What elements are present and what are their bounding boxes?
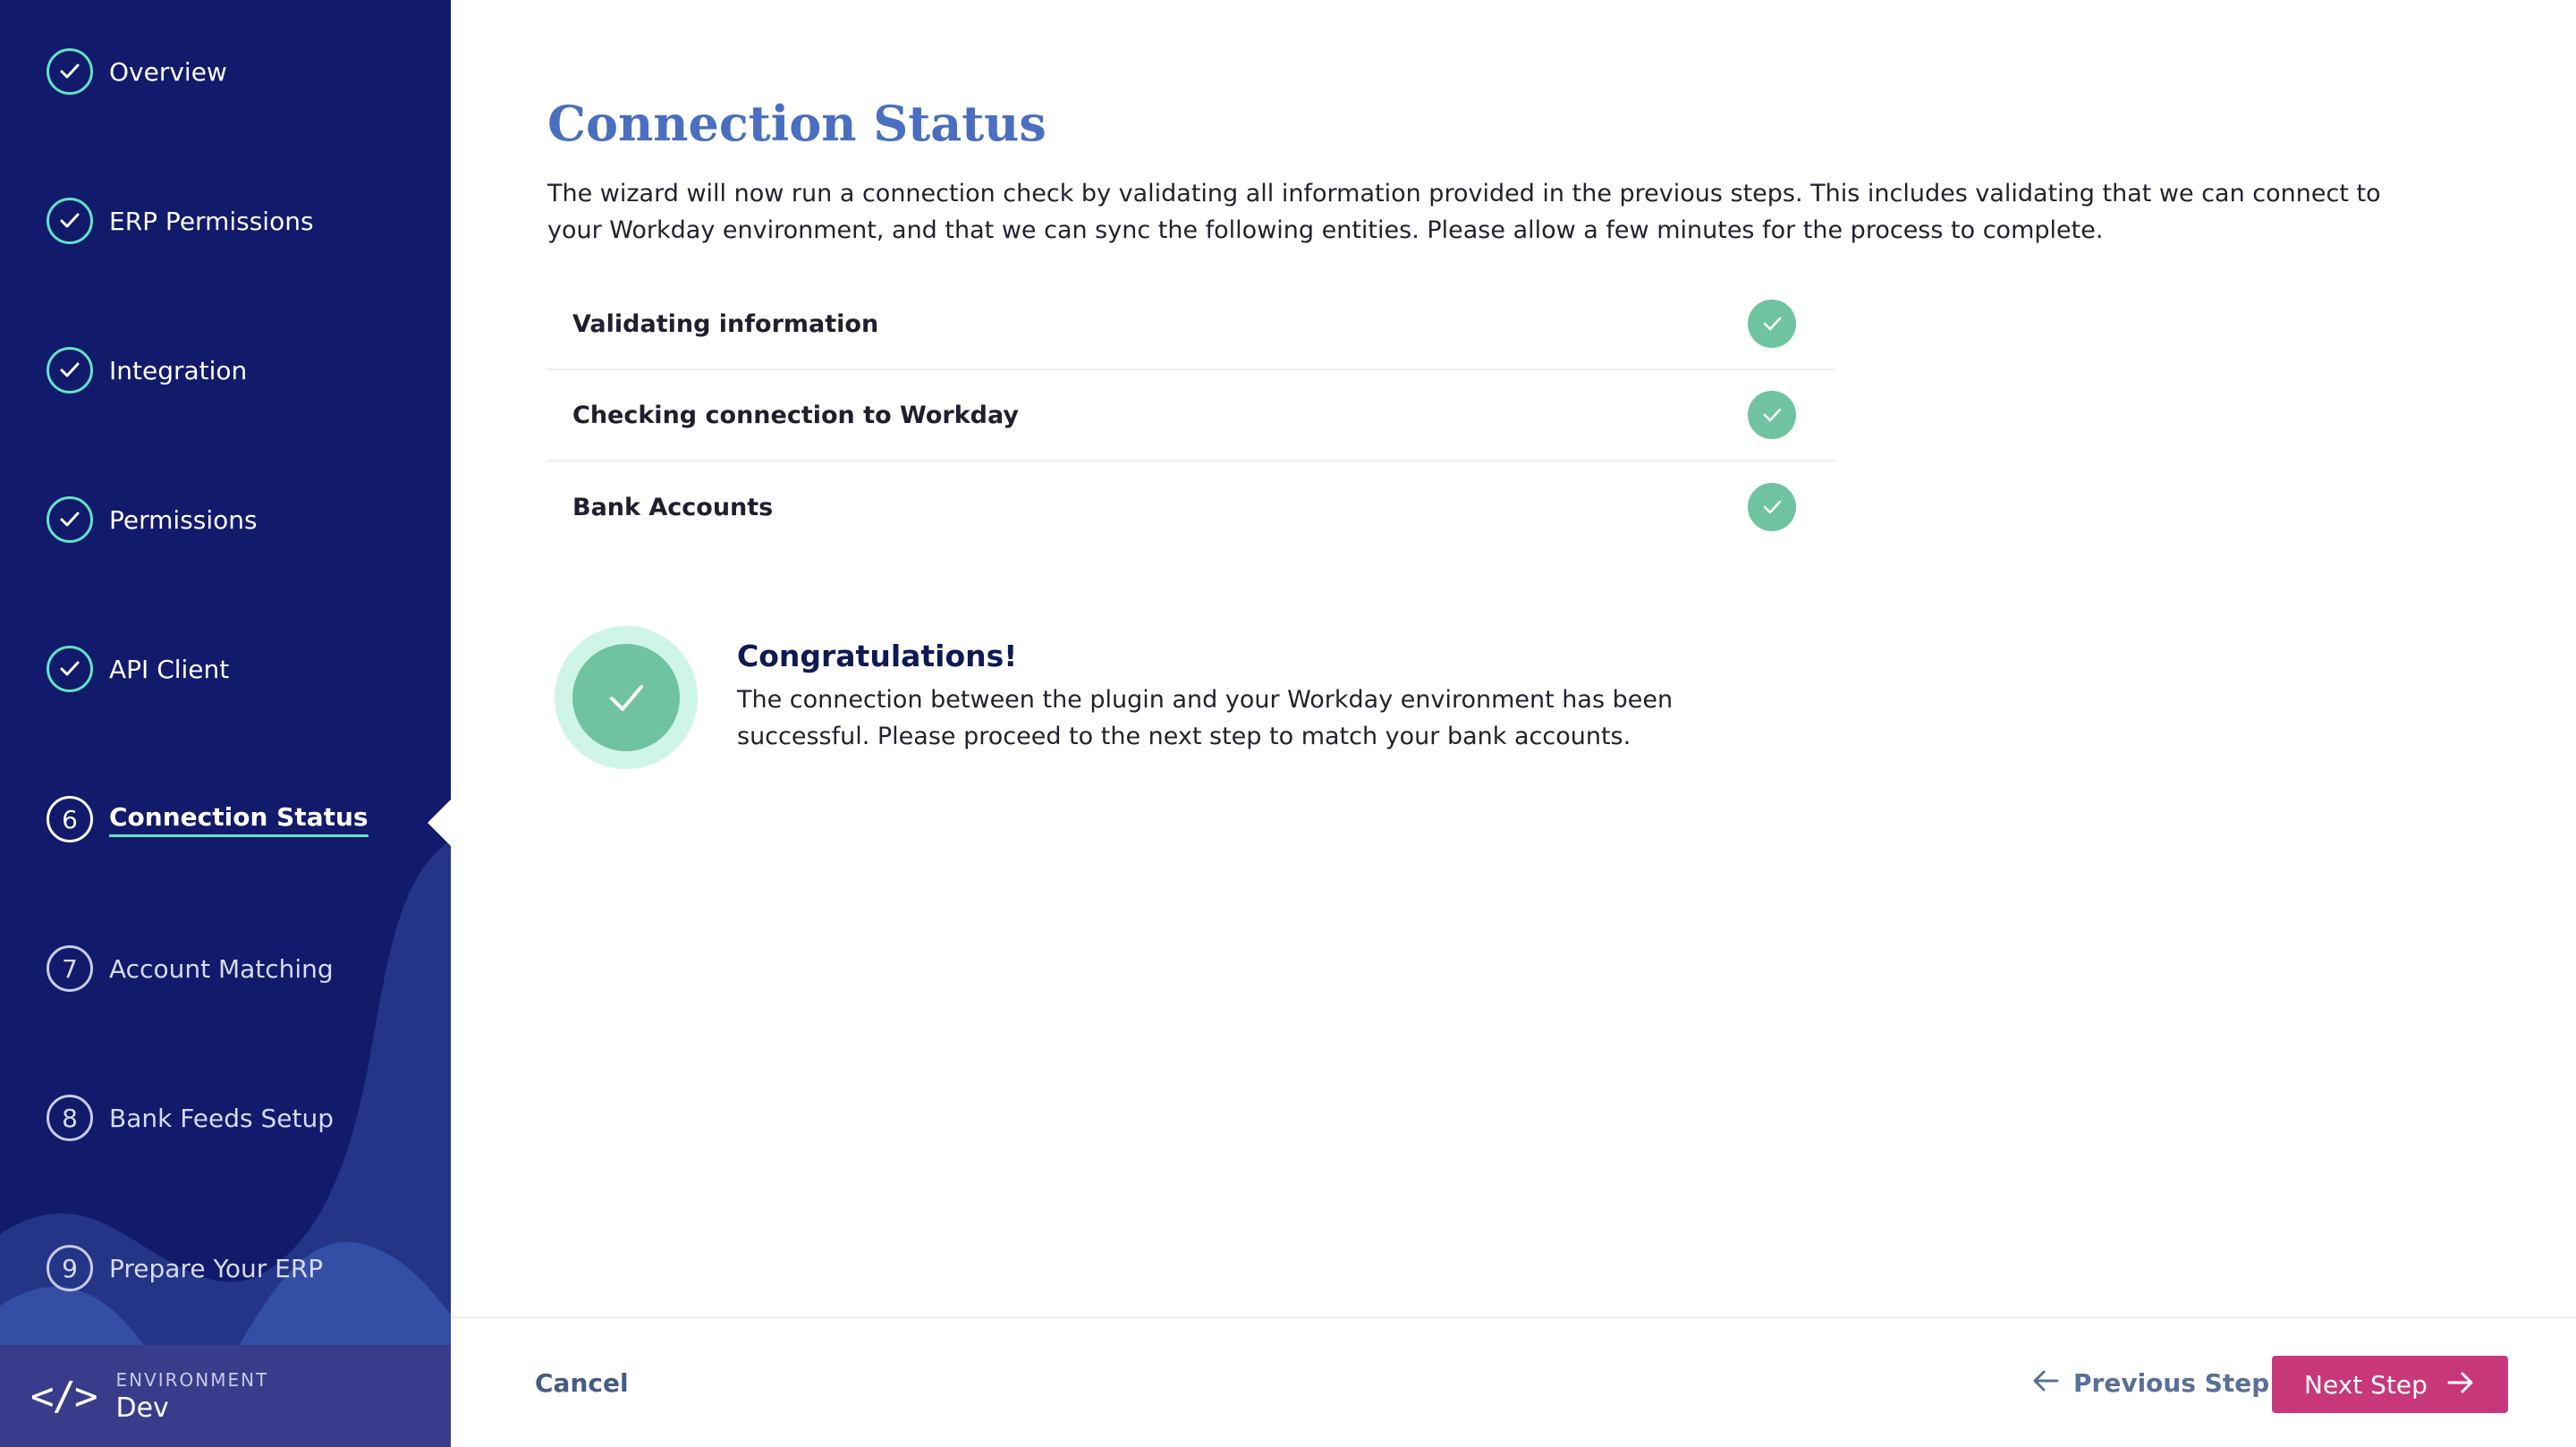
step-label: Prepare Your ERP xyxy=(109,1253,324,1283)
step-label: Permissions xyxy=(109,504,258,535)
active-step-indicator xyxy=(428,800,451,846)
check-circle-icon xyxy=(47,48,93,95)
step-label: Connection Status xyxy=(109,802,369,837)
step-number-circle xyxy=(47,796,93,842)
check-circle-icon xyxy=(47,646,93,692)
check-circle-icon xyxy=(47,496,93,543)
success-check-icon xyxy=(1748,483,1796,531)
sidebar xyxy=(0,0,451,1447)
sidebar-step-prepare-your-erp[interactable] xyxy=(47,1243,323,1293)
sidebar-step-overview[interactable] xyxy=(47,47,227,97)
step-label: API Client xyxy=(109,654,230,684)
step-number-circle xyxy=(47,1245,93,1291)
main-content xyxy=(451,0,2576,1318)
check-circle-icon xyxy=(47,347,93,393)
connection-checks-list xyxy=(547,279,1835,553)
environment-info xyxy=(115,1369,268,1424)
sidebar-step-connection-status[interactable] xyxy=(47,794,369,844)
step-number: 9 xyxy=(62,1253,78,1283)
success-message xyxy=(555,626,1717,769)
page-title: Connection Status xyxy=(547,95,1046,152)
sidebar-step-erp-permissions[interactable] xyxy=(47,196,314,246)
step-label: Integration xyxy=(109,355,248,385)
page-description: The wizard will now run a connection check by validating all information provided in the previous steps. This includes validating that we can connect to your Workday environment, and that we can sync the following entities. Please allow a few minutes for the process to complete. xyxy=(547,180,2381,244)
step-number: 7 xyxy=(62,953,78,984)
sidebar-step-api-client[interactable] xyxy=(47,644,229,694)
code-icon: </> xyxy=(30,1373,97,1419)
success-check-icon xyxy=(1748,300,1796,348)
large-success-check-icon xyxy=(555,626,698,769)
previous-step-label: Previous Step xyxy=(2073,1367,2270,1398)
check-label: Checking connection to Workday xyxy=(572,401,1019,429)
success-check-icon xyxy=(1748,391,1796,439)
success-title: Congratulations! xyxy=(737,639,1018,673)
list-item xyxy=(547,279,1835,370)
success-text: The connection between the plugin and your Workday environment has been successful. Please proceed to the next step to match your bank accounts. xyxy=(737,686,1674,750)
step-label: Bank Feeds Setup xyxy=(109,1103,335,1133)
sidebar-step-bank-feeds-setup[interactable] xyxy=(47,1093,334,1143)
footer-actions xyxy=(451,1316,2576,1447)
next-step-button[interactable] xyxy=(2272,1356,2508,1413)
environment-label: ENVIRONMENT xyxy=(115,1368,269,1391)
step-label: ERP Permissions xyxy=(109,206,314,236)
step-label: Account Matching xyxy=(109,953,334,984)
step-number: 6 xyxy=(62,804,78,834)
sidebar-step-integration[interactable] xyxy=(47,345,247,395)
environment-bar xyxy=(0,1345,451,1447)
arrow-left-icon xyxy=(2030,1366,2061,1400)
step-number-circle xyxy=(47,1095,93,1141)
step-number-circle xyxy=(47,945,93,992)
list-item xyxy=(547,461,1835,553)
next-step-label: Next Step xyxy=(2304,1369,2428,1400)
sidebar-step-permissions[interactable] xyxy=(47,495,258,545)
step-number: 8 xyxy=(62,1103,78,1133)
cancel-button[interactable]: Cancel xyxy=(535,1368,629,1398)
check-label: Bank Accounts xyxy=(572,493,774,521)
step-label: Overview xyxy=(109,56,227,87)
check-circle-icon xyxy=(47,198,93,244)
arrow-right-icon xyxy=(2445,1367,2476,1401)
sidebar-step-account-matching[interactable] xyxy=(47,944,334,994)
previous-step-button[interactable] xyxy=(2030,1359,2269,1406)
check-label: Validating information xyxy=(572,309,879,338)
environment-value: Dev xyxy=(115,1392,169,1424)
list-item xyxy=(547,370,1835,461)
